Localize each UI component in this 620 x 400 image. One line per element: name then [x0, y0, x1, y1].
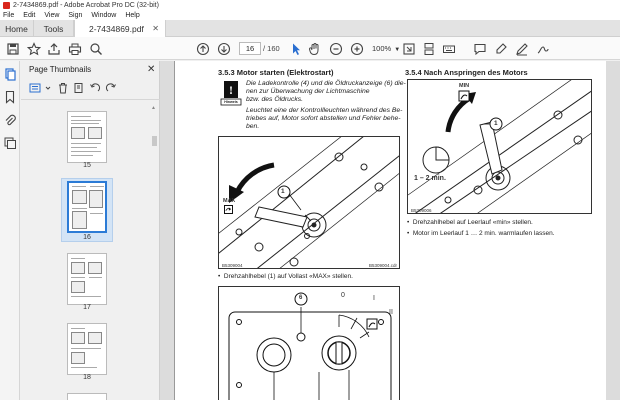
- section-heading-3-5-4: 3.5.4 Nach Anspringen des Motors: [405, 68, 528, 77]
- left-nav-rail: [0, 61, 20, 400]
- fit-page-icon[interactable]: [402, 42, 416, 56]
- warmup-time-label: 1 – 2 min.: [414, 175, 446, 182]
- bookmark-star-icon[interactable]: [27, 42, 41, 56]
- thumbnail-label: 17: [83, 304, 91, 311]
- zoom-dropdown[interactable]: [372, 44, 400, 53]
- tab-document[interactable]: [74, 20, 166, 37]
- fill-sign-icon[interactable]: [536, 42, 550, 56]
- rotate-clockwise-icon[interactable]: [105, 82, 117, 94]
- max-label: MAX: [223, 198, 236, 204]
- document-view[interactable]: [160, 61, 620, 400]
- close-tab-icon[interactable]: ✕: [152, 24, 159, 33]
- pdf-page: [174, 61, 606, 400]
- bullet-text: Drehzahlhebel (1) auf Vollast «MAX» stellen.: [223, 273, 353, 280]
- acrobat-app-icon: [3, 2, 10, 9]
- window-title: 2-7434869.pdf - Adobe Acrobat Pro DC (32-bit): [13, 1, 159, 9]
- note-text-line: ben.: [246, 123, 260, 130]
- options-chevron-icon[interactable]: [42, 82, 48, 94]
- figure-code: B5309004: [222, 263, 243, 268]
- menu-sign[interactable]: Sign: [68, 11, 83, 19]
- keyboard-icon[interactable]: [442, 42, 456, 56]
- chevron-down-icon: ▼: [394, 47, 401, 53]
- page-thumbnails-icon[interactable]: [3, 67, 17, 81]
- highlight-pen-icon[interactable]: [494, 42, 508, 56]
- menu-edit[interactable]: Edit: [23, 11, 36, 19]
- tab-tools[interactable]: Tools: [34, 20, 74, 37]
- scrolling-mode-icon[interactable]: [422, 42, 436, 56]
- figure-idle-min: [407, 79, 592, 214]
- tab-document-label: 2-7434869.pdf: [89, 23, 144, 34]
- upload-share-icon[interactable]: [47, 42, 61, 56]
- switch-position-i: I: [373, 295, 375, 302]
- panel-divider: [21, 99, 160, 100]
- panel-toolbar: [27, 81, 147, 97]
- tab-bar: [0, 20, 620, 37]
- callout-number: 6: [299, 295, 303, 301]
- bullet-idle-min: • Drehzahlhebel auf Leerlauf «min» stellen.: [407, 219, 533, 226]
- bullet-throttle-max: • Drehzahlhebel (1) auf Vollast «MAX» stellen.: [218, 273, 353, 280]
- page-thumbnail-selected[interactable]: [67, 181, 107, 233]
- note-text-line: bzw. des Öldrucks.: [246, 96, 304, 103]
- delete-page-icon[interactable]: [57, 82, 69, 94]
- select-cursor-icon[interactable]: [289, 42, 303, 56]
- callout-number: 1: [281, 188, 285, 195]
- thumbnail-label: 18: [83, 374, 91, 381]
- panel-scrollbar-thumb[interactable]: [152, 136, 157, 146]
- hand-tool-icon[interactable]: [308, 42, 322, 56]
- previous-page-icon[interactable]: [196, 42, 210, 56]
- figure-code: B5309006: [411, 208, 432, 213]
- thumbnail-label: 15: [83, 162, 91, 169]
- insert-pages-icon[interactable]: [73, 82, 85, 94]
- panel-title: Page Thumbnails: [29, 65, 92, 74]
- figure-control-panel: [218, 286, 400, 400]
- rotate-counterclockwise-icon[interactable]: [89, 82, 101, 94]
- menu-window[interactable]: Window: [91, 11, 117, 19]
- note-text-line: Leuchtet eine der Kontrollleuchten während des Be-: [246, 107, 403, 114]
- bullet-text: Drehzahlhebel auf Leerlauf «min» stellen.: [412, 219, 533, 226]
- note-text-line: Die Ladekontrolle (4) und die Öldruckanzeige (6) die-: [246, 80, 406, 87]
- zoom-out-icon[interactable]: [329, 42, 343, 56]
- draw-icon[interactable]: [515, 42, 529, 56]
- save-icon[interactable]: [6, 42, 20, 56]
- page-total: / 160: [263, 44, 280, 53]
- min-label: MIN: [459, 83, 470, 89]
- callout-number: 1: [494, 120, 498, 127]
- figure-throttle-max: [218, 136, 400, 269]
- section-heading-3-5-3: 3.5.3 Motor starten (Elektrostart): [218, 68, 334, 77]
- bookmarks-icon[interactable]: [3, 90, 17, 104]
- next-page-icon[interactable]: [217, 42, 231, 56]
- print-icon[interactable]: [68, 42, 82, 56]
- menu-help[interactable]: Help: [125, 11, 140, 19]
- thumbnail-label: 16: [83, 234, 91, 241]
- main-toolbar: [0, 37, 620, 60]
- menu-view[interactable]: View: [44, 11, 60, 19]
- zoom-in-icon[interactable]: [350, 42, 364, 56]
- page-thumbnail[interactable]: [67, 111, 107, 163]
- menu-file[interactable]: File: [3, 11, 15, 19]
- bullet-text: Motor im Leerlauf 1 … 2 min. warmlaufen lassen.: [412, 230, 555, 237]
- page-thumbnails-panel: [21, 61, 160, 400]
- page-number-input[interactable]: 16: [239, 42, 261, 55]
- switch-position-ii: II: [389, 309, 393, 316]
- page-thumbnail[interactable]: [67, 393, 107, 400]
- bullet-warmup: • Motor im Leerlauf 1 … 2 min. warmlaufen lassen.: [407, 230, 555, 237]
- zoom-value: 100%: [372, 44, 392, 53]
- layers-icon[interactable]: [3, 136, 17, 150]
- close-panel-icon[interactable]: ✕: [147, 64, 156, 75]
- scroll-up-arrow-icon[interactable]: ▲: [151, 105, 156, 111]
- figure-code: B5309004.cdr: [369, 263, 398, 268]
- tab-home[interactable]: Home: [0, 20, 34, 37]
- note-text-line: triebes auf, Motor sofort abstellen und Fehler behe-: [246, 115, 401, 122]
- search-icon[interactable]: [89, 42, 103, 56]
- thumbnail-options-icon[interactable]: [29, 82, 41, 94]
- menu-bar: [0, 10, 620, 20]
- max-symbol-icon: [224, 205, 233, 214]
- comment-icon[interactable]: [473, 42, 487, 56]
- window-titlebar: [0, 0, 620, 10]
- attachments-icon[interactable]: [3, 113, 17, 127]
- svg-text:!: !: [229, 83, 233, 97]
- note-label: Hinweis: [224, 100, 238, 104]
- switch-position-0: 0: [341, 292, 345, 299]
- page-thumbnail[interactable]: [67, 323, 107, 375]
- note-text-line: nen zur Überwachung der Lichtmaschine: [246, 88, 370, 95]
- page-thumbnail[interactable]: [67, 253, 107, 305]
